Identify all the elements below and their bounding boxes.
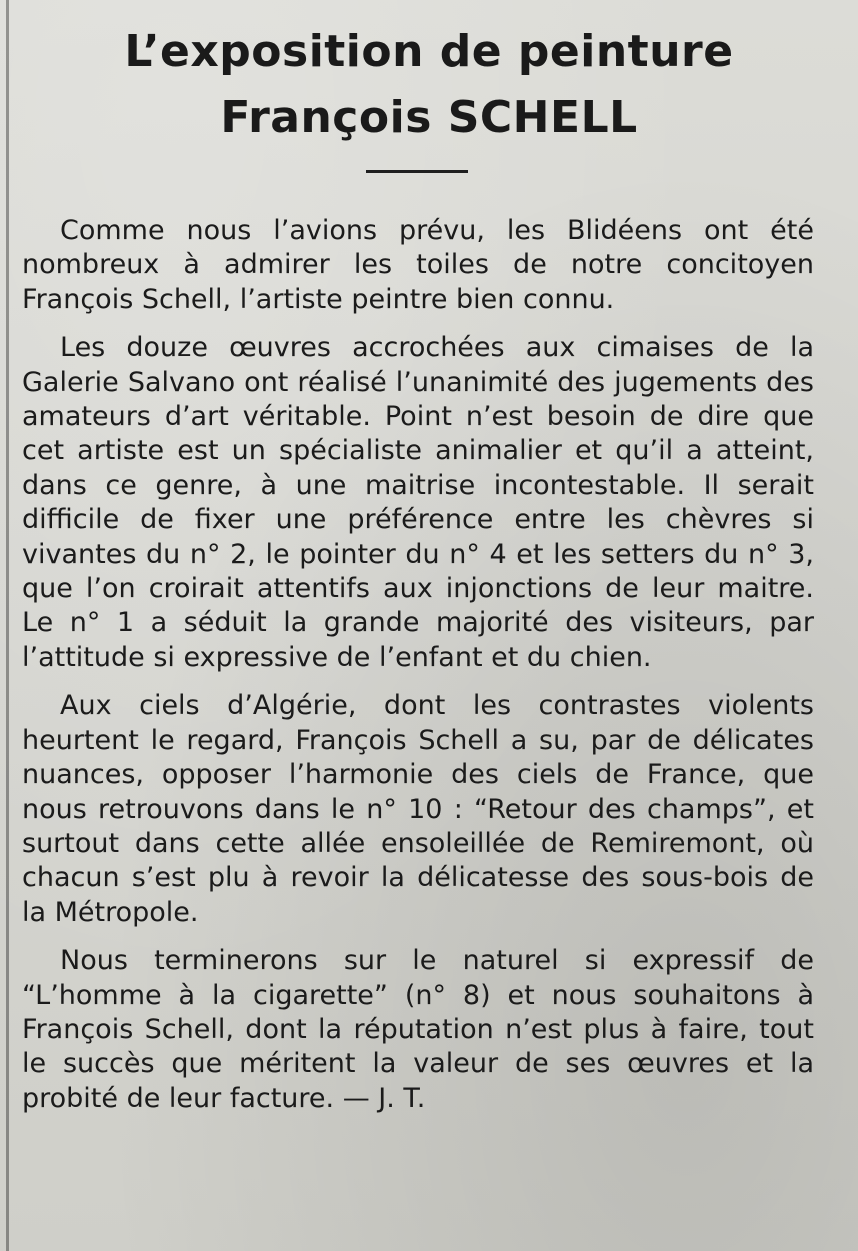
page-fold-shadow [6,0,9,1251]
article-paragraph-3: Aux ciels d’Algérie, dont les contrastes violents heurtent le regard, François Schell a su, par de délicates nuances, opposer l’harmonie des ciels de France, que nous retrouvons dans le n° 10 : “Retour des champs”, et surtout dans cette allée ensoleillée de Remiremont, où chacun s’est plu à revoir la délicatesse des sous-bois de la Métropole. [22,690,814,928]
article-paragraph-1: Comme nous l’avions prévu, les Blidéens ont été nombreux à admirer les toiles de notre concitoyen François Schell, l’artiste peintre bien connu. [22,215,814,315]
article-paragraph-4: Nous terminerons sur le naturel si expressif de “L’homme à la cigarette” (n° 8) et nous souhaitons à François Schell, dont la réputation n’est plus à faire, tout le succès que méritent la valeur de ses œuvres et la probité de leur facture. — J. T. [22,945,814,1114]
article-paragraph-2: Les douze œuvres accrochées aux cimaises de la Galerie Salvano ont réalisé l’unanimité des jugements des amateurs d’art véritable. Point n’est besoin de dire que cet artiste est un spécialiste animalier et qu’il a atteint, dans ce genre, à une maitrise incontestable. Il serait difficile de fixer une préférence entre les chèvres si vivantes du n° 2, le pointer du n° 4 et les setters du n° 3, que l’on croirait attentifs aux injonctions de leur maitre. Le n° 1 a séduit la grande majorité des visiteurs, par l’attitude si expressive de l’enfant et du chien. [22,332,814,673]
headline-line-1: L’exposition de peinture [124,26,734,77]
headline-line-2: François SCHELL [220,92,638,143]
headline-divider [366,170,468,173]
article-body [22,214,814,1130]
